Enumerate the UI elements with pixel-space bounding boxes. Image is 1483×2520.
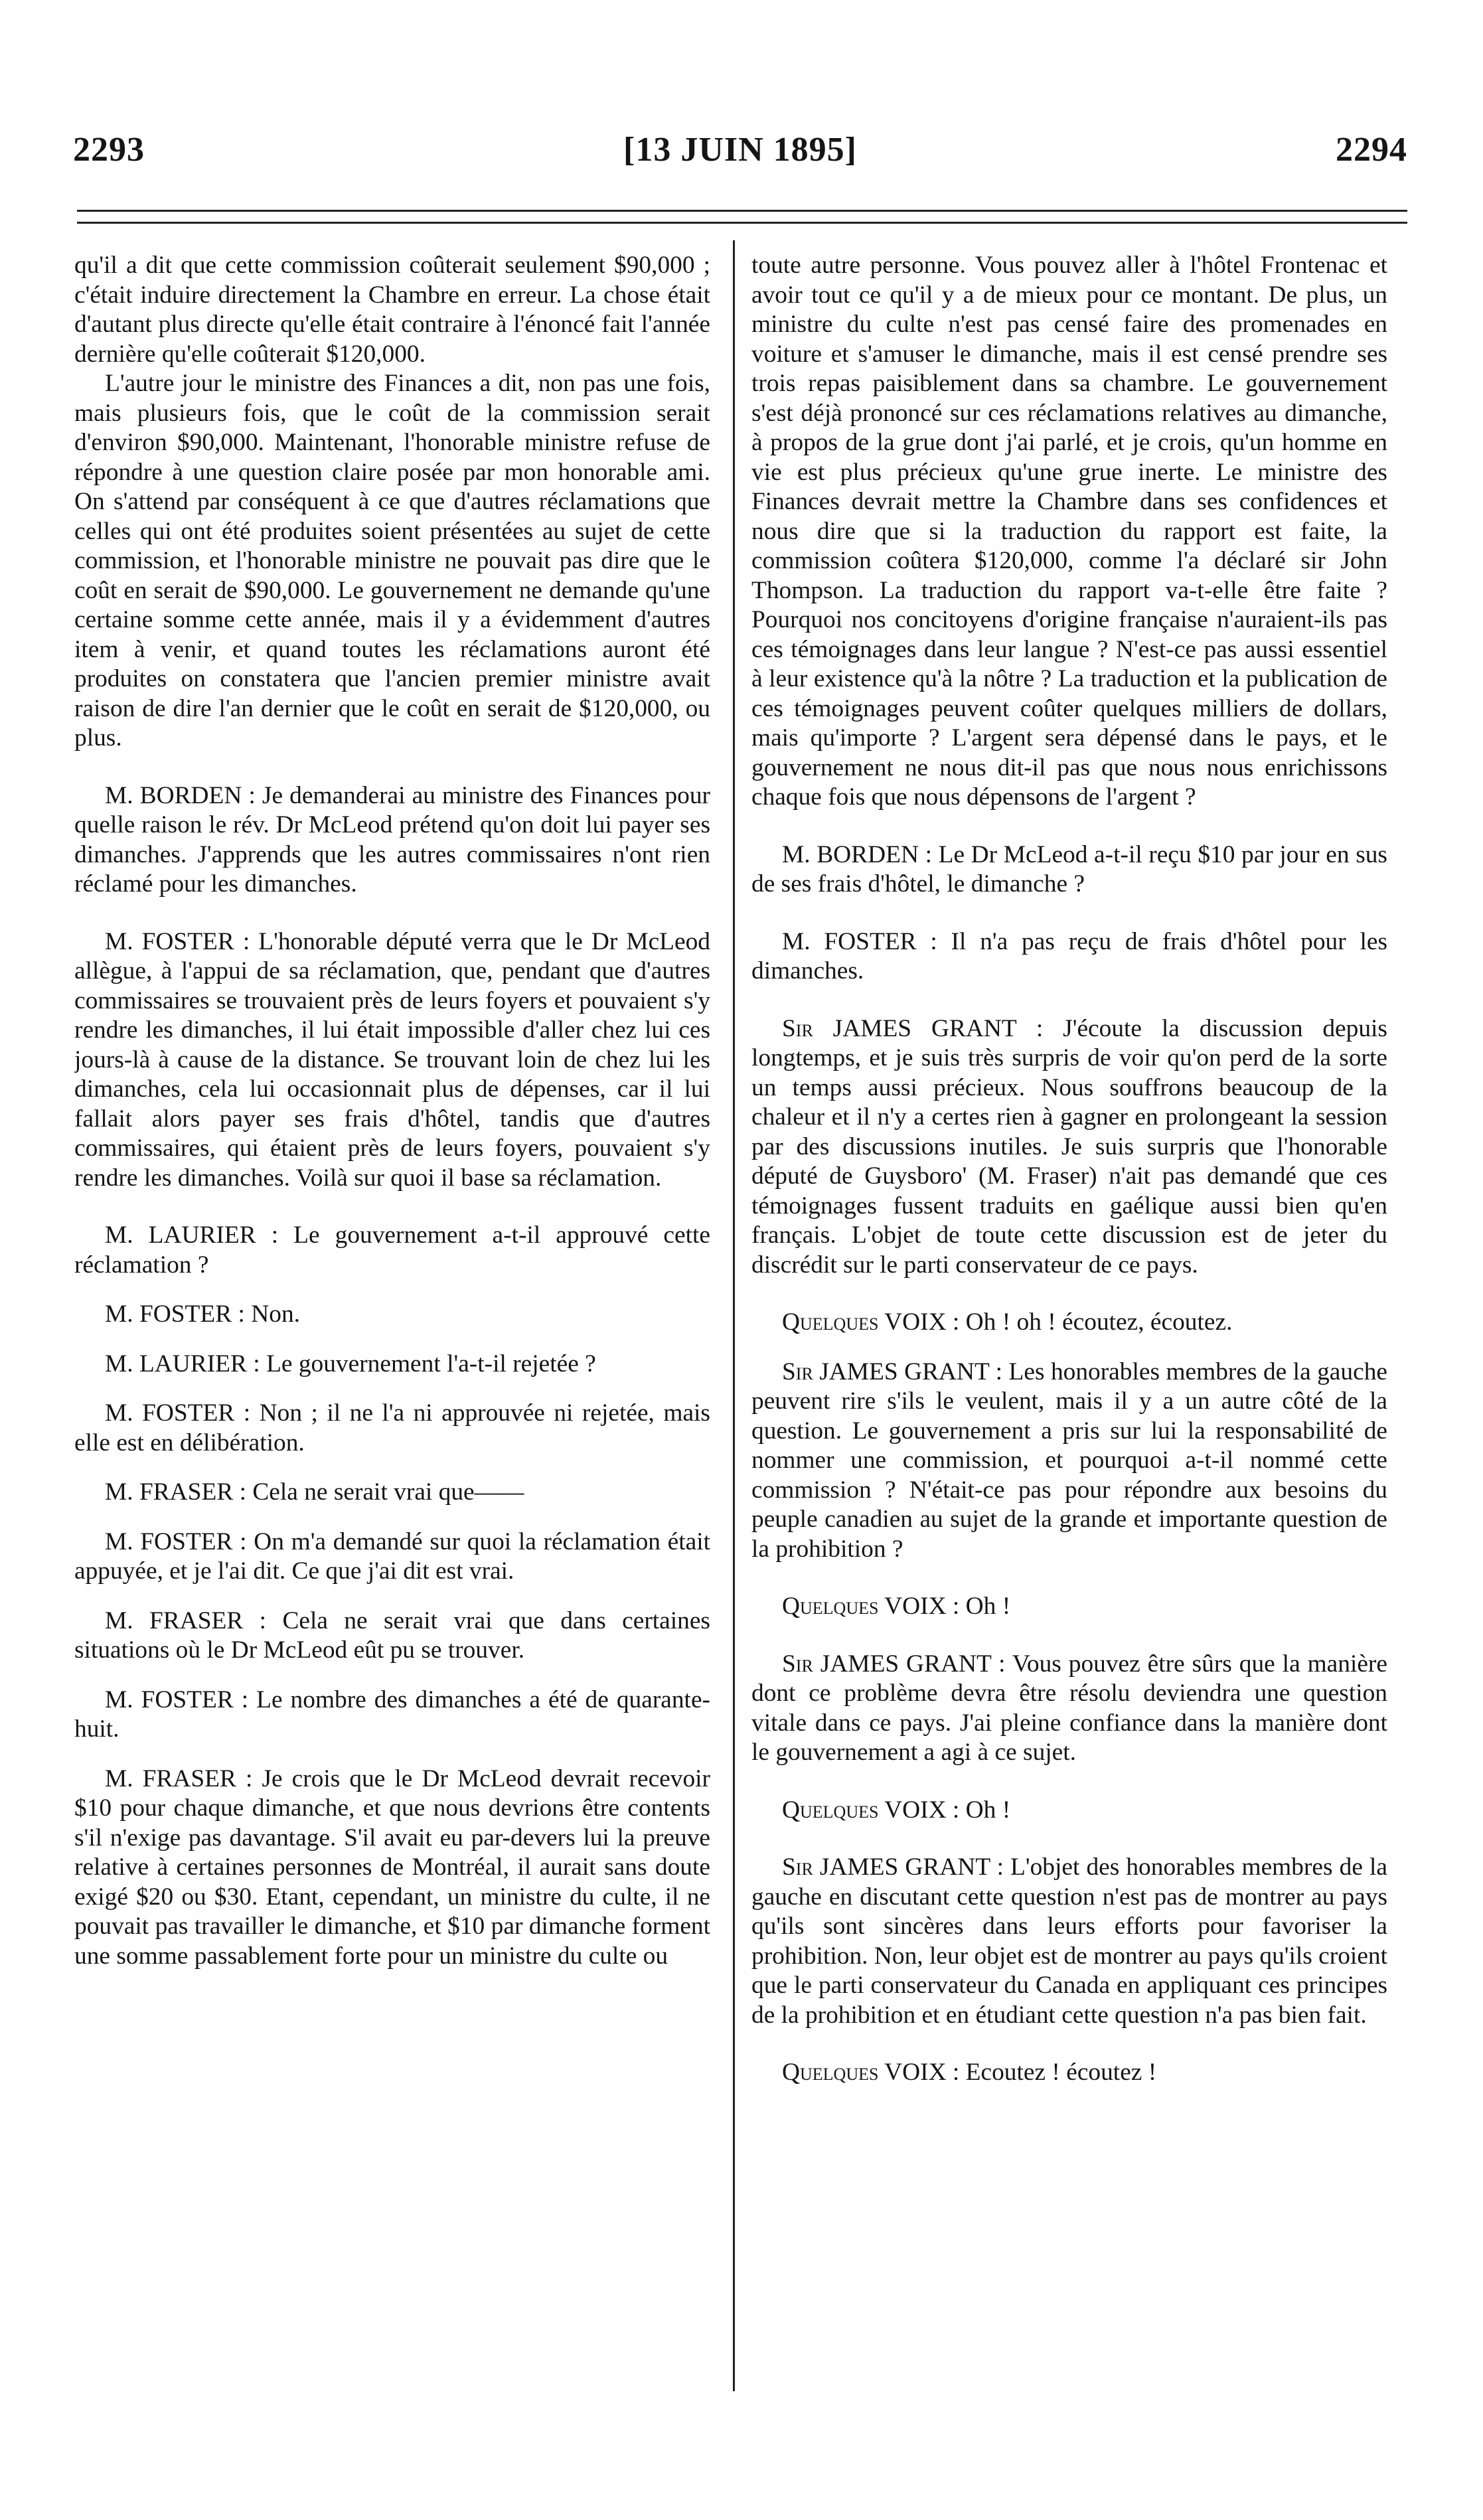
header-rule-bottom — [77, 222, 1407, 224]
page-date-title: [13 JUIN 1895] — [623, 131, 857, 169]
speech-text: J'écoute la discussion depuis longtemps, et je suis très surpris de voir qu'on perd de la sorte un temps aussi précieux. Nous souffrons beaucoup de la chaleur et il n'y a certes rien à gagner en prolongeant la session par des discussions inutiles. Je suis surpris que l'honorable député de Guysboro' (M. Fraser) n'ait pas demandé que ces témoignages fussent traduits en gaélique aussi bien qu'en français. L'objet de toute cette discussion est de jeter du discrédit sur le parti conservateur de ce pays. — [751, 1014, 1387, 1279]
speech-paragraph — [74, 1528, 710, 1587]
speaker-name: M. BORDEN : — [782, 840, 932, 868]
speaker-name: M. FRASER : — [105, 1607, 267, 1634]
speech-text: Le nombre des dimanches a été de quarante-huit. — [74, 1686, 710, 1743]
speech-paragraph — [751, 1650, 1387, 1768]
speech-paragraph — [74, 1350, 710, 1379]
speaker-name: Quelques VOIX : — [782, 1796, 960, 1824]
speaker-name: M. BORDEN : — [105, 781, 256, 809]
speaker-name: M. FOSTER : — [782, 927, 937, 955]
speech-paragraph — [74, 927, 710, 1194]
column-divider — [733, 240, 735, 2391]
speech-paragraph — [751, 1358, 1387, 1565]
speaker-name: M. FRASER : — [105, 1478, 246, 1506]
speaker-name: M. LAURIER : — [105, 1221, 279, 1249]
speech-text: L'honorable député verra que le Dr McLeod allègue, à l'appui de sa réclamation, que, pendant que d'autres commissaires se trouvaient près de leurs foyers et pouvaient s'y rendre les dimanches, il lui était impossible d'aller chez lui ces jours-là à cause de la distance. Se trouvant loin de chez lui les dimanches, cela lui occasionnait plus de dépenses, car il lui fallait alors payer ses frais d'hôtel, tandis que d'autres commissaires, qui étaient près de leurs foyers, pouvaient s'y rendre les dimanches. Voilà sur quoi il base sa réclamation. — [74, 927, 710, 1192]
speaker-name: M. FRASER : — [105, 1765, 253, 1792]
speech-paragraph — [751, 1853, 1387, 2030]
speech-text: L'objet des honorables membres de la gauche en discutant cette question n'est pas de montrer au pays qu'ils sont sincères dans leurs efforts pour favoriser la prohibition. Non, leur objet est de montrer au pays qu'ils croient que le parti conservateur du Canada en appliquant ces principes de la prohibition et en étudiant cette question n'a pas bien fait. — [751, 1853, 1387, 2029]
speech-text: Non ; il ne l'a ni approuvée ni rejetée, mais elle est en délibération. — [74, 1399, 710, 1457]
speech-paragraph — [751, 1796, 1387, 1826]
speech-text: Le gouvernement a-t-il approuvé cette réclamation ? — [74, 1221, 710, 1279]
header-rule-top — [77, 210, 1407, 212]
speech-text: Il n'a pas reçu de frais d'hôtel pour les dimanches. — [751, 927, 1387, 984]
speech-text: Vous pouvez être sûrs que la manière dont ce problème devra être résolu deviendra une question vitale dans ce pays. J'ai pleine confiance dans la manière dont le gouvernement a agi à ce sujet. — [751, 1650, 1387, 1766]
speech-paragraph — [74, 1607, 710, 1666]
speech-paragraph — [74, 1399, 710, 1458]
speech-text: Je demanderai au ministre des Finances pour quelle raison le rév. Dr McLeod prétend qu'on doit lui payer ses dimanches. J'apprends que les autres commissaires n'ont rien réclamé pour les dimanches. — [74, 781, 710, 898]
speech-text: Le gouvernement l'a-t-il rejetée ? — [266, 1350, 596, 1378]
speech-paragraph — [74, 1765, 710, 1972]
page-number-left: 2293 — [73, 131, 145, 169]
speech-paragraph — [751, 927, 1387, 986]
speaker-name: M. LAURIER : — [105, 1350, 260, 1378]
speaker-name: Sir JAMES GRANT : — [782, 1358, 1003, 1385]
paragraph — [74, 251, 710, 369]
speaker-name: M. FOSTER : — [105, 1300, 245, 1328]
speech-text: Les honorables membres de la gauche peuvent rire s'ils le veulent, mais il y a un autre côté de la question. Le gouvernement a pris sur lui la responsabilité de nommer une commission, et pourquoi a-t-il nommé cette commission ? N'était-ce pas pour répondre aux besoins du peuple canadien au sujet de la grande et importante question de la prohibition ? — [751, 1358, 1387, 1563]
page-header — [73, 130, 1407, 183]
speech-text: On m'a demandé sur quoi la réclamation était appuyée, et je l'ai dit. Ce que j'ai dit est vrai. — [74, 1528, 710, 1585]
speech-text: Je crois que le Dr McLeod devrait recevoir $10 pour chaque dimanche, et que nous devrions être contents s'il n'exige pas davantage. S'il avait eu par-devers lui la preuve relative à certaines personnes de Montréal, il aurait sans doute exigé $20 ou $30. Etant, cependant, un ministre du culte, il ne pouvait pas travailler le dimanche, et $10 par dimanche forment une somme passablement forte pour un ministre du culte ou — [74, 1765, 710, 1970]
speech-paragraph — [74, 1300, 710, 1330]
speech-text: Oh ! oh ! écoutez, écoutez. — [965, 1308, 1233, 1336]
speech-paragraph — [751, 1308, 1387, 1338]
speech-paragraph — [751, 1014, 1387, 1281]
speech-text: Cela ne serait vrai que dans certaines situations où le Dr McLeod eût pu se trouver. — [74, 1607, 710, 1664]
paragraph-text: qu'il a dit que cette commission coûterait seulement $90,000 ; c'était induire directement la Chambre en erreur. La chose était d'autant plus directe qu'elle était contraire à l'énoncé fait l'année dernière qu'elle coûterait $120,000. — [74, 252, 710, 368]
speech-text: Cela ne serait vrai que—— — [252, 1478, 524, 1506]
speech-paragraph — [74, 1221, 710, 1280]
paragraph — [751, 251, 1387, 813]
speech-paragraph — [74, 781, 710, 900]
right-column — [751, 251, 1387, 2382]
paragraph-text: L'autre jour le ministre des Finances a dit, non pas une fois, mais plusieurs fois, que le coût de la commission serait d'environ $90,000. Maintenant, l'honorable ministre refuse de répondre à une question claire posée par mon honorable ami. On s'attend par conséquent à ce que d'autres réclamations que celles qui ont été produites soient présentées au sujet de cette commission, et l'honorable ministre ne pouvait pas dire que le coût en serait de $90,000. Le gouvernement ne demande qu'une certaine somme cette année, mais il y a évidemment d'autres item à venir, et quand toutes les réclamations auront été produites on constatera que l'ancien premier ministre avait raison de dire l'an dernier que le coût en serait de $120,000, ou plus. — [74, 370, 710, 751]
speaker-name: Sir JAMES GRANT : — [782, 1014, 1044, 1042]
left-column — [74, 251, 710, 2382]
speech-text: Ecoutez ! écoutez ! — [965, 2059, 1157, 2086]
speech-text: Oh ! — [965, 1796, 1011, 1824]
paragraph-text: toute autre personne. Vous pouvez aller à l'hôtel Frontenac et avoir tout ce qu'il y a de mieux pour ce montant. De plus, un ministre du culte n'est pas censé faire des promenades en voiture et s'amuser le dimanche, mais il est censé prendre ses trois repas paisiblement dans sa chambre. Le gouvernement s'est déjà prononcé sur ces réclamations relatives au dimanche, à propos de la grue dont j'ai parlé, et je crois, qu'un homme en vie est plus précieux qu'une grue inerte. Le ministre des Finances devrait mettre la Chambre dans ses confidences et nous dire que si la traduction du rapport est faite, la commission coûtera $120,000, comme l'a déclaré sir John Thompson. La traduction du rapport va-t-elle être faite ? Pourquoi nos concitoyens d'origine française n'auraient-ils pas ces témoignages dans leur langue ? N'est-ce pas aussi essentiel à leur existence qu'à la nôtre ? La traduction et la publication de ces témoignages peuvent coûter quelques milliers de dollars, mais qu'importe ? L'argent sera dépensé dans le pays, et le gouvernement ne nous dit-il pas que nous nous enrichissons chaque fois que nous dépensons de l'argent ? — [751, 252, 1387, 811]
page-number-right: 2294 — [1336, 131, 1407, 169]
speaker-name: M. FOSTER : — [105, 1528, 247, 1555]
speech-paragraph — [74, 1478, 710, 1508]
speech-paragraph — [74, 1686, 710, 1745]
speaker-name: Quelques VOIX : — [782, 2059, 960, 2086]
speech-paragraph — [751, 840, 1387, 900]
speech-text: Oh ! — [965, 1593, 1011, 1620]
speaker-name: Quelques VOIX : — [782, 1593, 960, 1620]
speech-paragraph — [751, 2058, 1387, 2088]
paragraph — [74, 369, 710, 753]
speech-text: Le Dr McLeod a-t-il reçu $10 par jour en sus de ses frais d'hôtel, le dimanche ? — [751, 840, 1387, 898]
speaker-name: Sir JAMES GRANT : — [782, 1650, 1006, 1678]
speaker-name: Sir JAMES GRANT : — [782, 1853, 1004, 1881]
speaker-name: M. FOSTER : — [105, 1686, 249, 1713]
speaker-name: M. FOSTER : — [105, 927, 250, 955]
speaker-name: Quelques VOIX : — [782, 1308, 960, 1336]
speaker-name: M. FOSTER : — [105, 1399, 251, 1427]
speech-paragraph — [751, 1592, 1387, 1622]
speech-text: Non. — [251, 1300, 300, 1328]
